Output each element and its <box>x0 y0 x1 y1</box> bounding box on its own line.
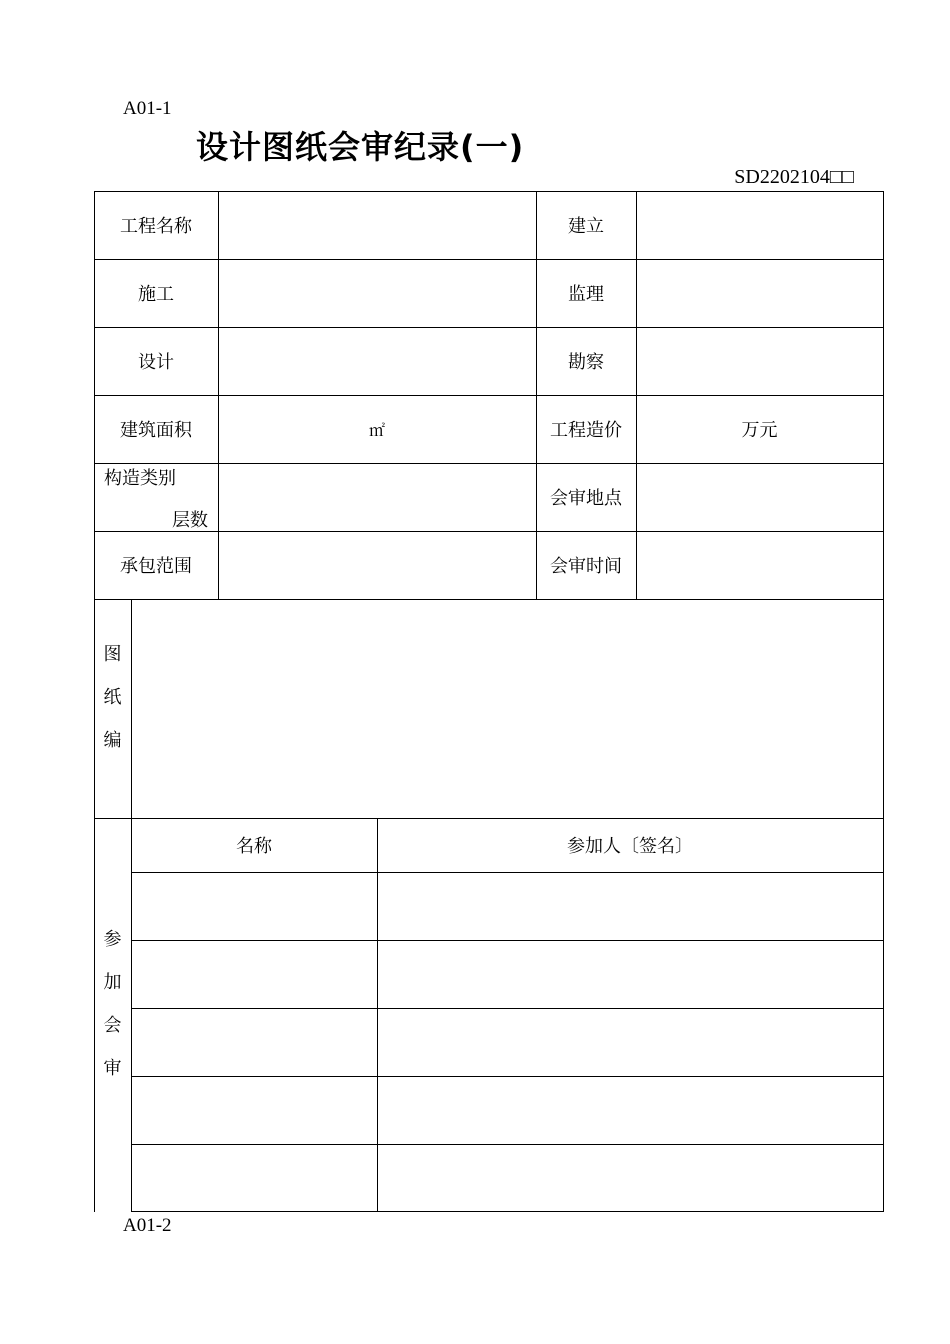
participants-label-char: 加 <box>103 972 122 993</box>
participants-label-char: 审 <box>103 1058 122 1079</box>
label-project-name: 工程名称 <box>120 216 192 237</box>
area-unit: ㎡ <box>368 420 385 440</box>
participant-signature-cell[interactable] <box>377 1076 883 1144</box>
label-build: 建立 <box>568 216 604 237</box>
cost-field[interactable] <box>636 395 883 463</box>
participant-name-cell[interactable] <box>131 872 377 940</box>
participant-name-cell[interactable] <box>131 1008 377 1076</box>
label-area: 建筑面积 <box>120 420 192 441</box>
structure-floors-field[interactable] <box>218 463 536 531</box>
participants-section-label <box>94 918 131 1090</box>
drawing-content-area[interactable] <box>131 599 883 818</box>
label-supervision: 监理 <box>568 284 604 305</box>
label-scope: 承包范围 <box>120 556 192 577</box>
supervision-field[interactable] <box>636 259 883 327</box>
label-design: 设计 <box>138 352 174 373</box>
col-header-signature: 参加人〔签名〕 <box>567 836 693 857</box>
label-review-time: 会审时间 <box>550 556 622 577</box>
scope-field[interactable] <box>218 531 536 599</box>
design-field[interactable] <box>218 327 536 395</box>
form-code-top: A01-1 <box>123 98 172 119</box>
form-code-bottom: A01-2 <box>123 1215 172 1236</box>
participant-name-cell[interactable] <box>131 1144 377 1211</box>
table-border-right <box>883 191 884 1212</box>
construction-field[interactable] <box>218 259 536 327</box>
participant-name-cell[interactable] <box>131 1076 377 1144</box>
area-field[interactable] <box>218 395 536 463</box>
col-header-name: 名称 <box>236 836 272 857</box>
participant-signature-cell[interactable] <box>377 872 883 940</box>
cost-unit: 万元 <box>741 420 778 441</box>
label-structure-type: 构造类别 <box>104 468 176 489</box>
document-number: SD2202104□□ <box>734 166 854 188</box>
participant-signature-cell[interactable] <box>377 940 883 1008</box>
participants-label-char: 会 <box>103 1015 122 1036</box>
participant-signature-cell[interactable] <box>377 1144 883 1211</box>
drawing-label-char: 图 <box>103 644 122 665</box>
review-place-field[interactable] <box>636 463 883 531</box>
project-name-field[interactable] <box>218 191 536 259</box>
label-cost: 工程造价 <box>550 420 622 441</box>
drawing-label-char: 纸 <box>103 687 122 708</box>
label-floors: 层数 <box>172 510 208 531</box>
drawing-section-label <box>94 633 131 762</box>
participants-label-char: 参 <box>103 929 122 950</box>
table-border-bottom <box>131 1211 884 1212</box>
participant-name-cell[interactable] <box>131 940 377 1008</box>
survey-field[interactable] <box>636 327 883 395</box>
review-form-table <box>94 191 884 1212</box>
participant-signature-cell[interactable] <box>377 1008 883 1076</box>
build-field[interactable] <box>636 191 883 259</box>
page-title: 设计图纸会审纪录(一) <box>196 128 525 166</box>
label-review-place: 会审地点 <box>550 488 622 509</box>
label-survey: 勘察 <box>568 352 604 373</box>
drawing-label-char: 编 <box>103 730 122 751</box>
label-construction: 施工 <box>138 284 174 305</box>
review-time-field[interactable] <box>636 531 883 599</box>
